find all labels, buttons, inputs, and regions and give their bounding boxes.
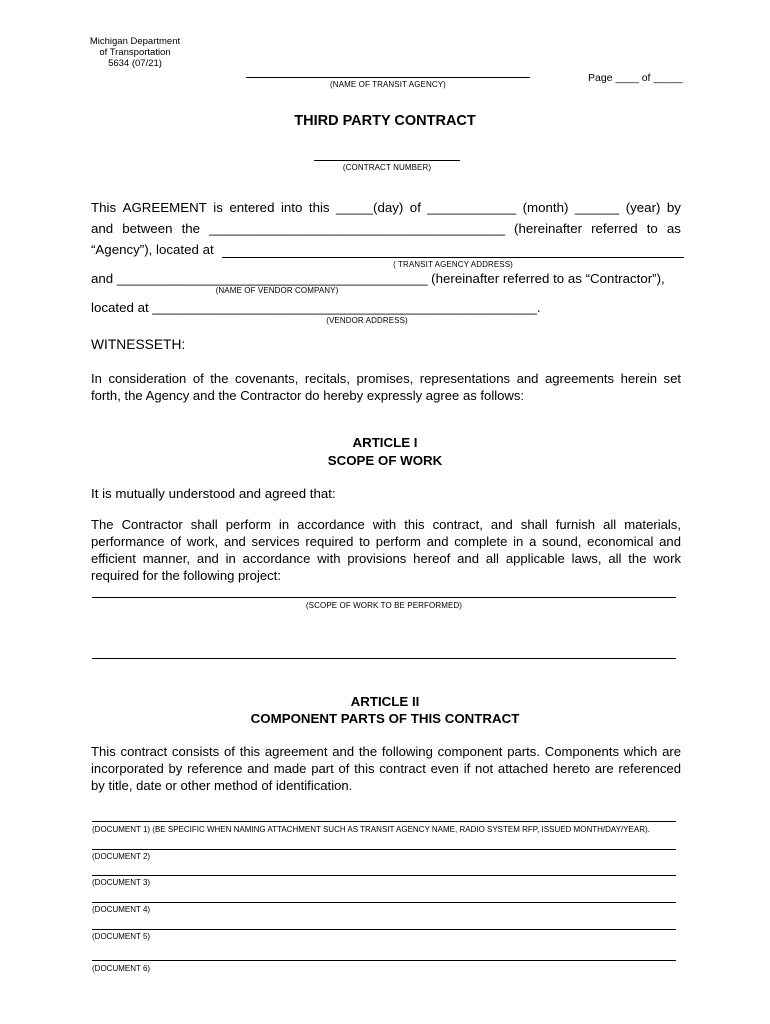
document-5-field[interactable]	[92, 929, 676, 930]
document-5-label: (DOCUMENT 5)	[92, 932, 151, 941]
article-1-intro: It is mutually understood and agreed that:	[91, 486, 336, 501]
form-number: 5634 (07/21)	[108, 58, 162, 69]
transit-agency-field[interactable]	[246, 77, 530, 78]
scope-of-work-field-2[interactable]	[92, 658, 676, 659]
document-3-field[interactable]	[92, 875, 676, 876]
transit-agency-address-caption: ( TRANSIT AGENCY ADDRESS)	[393, 260, 513, 269]
scope-of-work-caption: (SCOPE OF WORK TO BE PERFORMED)	[305, 601, 463, 610]
agreement-line-4: and __________________________________________ (hereinafter referred to as “Contractor”),	[91, 271, 665, 286]
consideration-paragraph: In consideration of the covenants, recitals, promises, representations and agreements herein set forth, the Agency and the Contractor do hereby expressly agree as follows:	[91, 371, 681, 403]
vendor-name-caption: (NAME OF VENDOR COMPANY)	[215, 286, 339, 295]
page-title: THIRD PARTY CONTRACT	[294, 113, 476, 129]
document-3-label: (DOCUMENT 3)	[92, 878, 151, 887]
contract-number-caption: (CONTRACT NUMBER)	[342, 163, 432, 172]
department-header	[70, 36, 200, 69]
article-1-body: The Contractor shall perform in accordance with this contract, and shall furnish all materials, performance of work, and services required to perform and complete in a sound, economical and efficient manner, and in accordance with provisions hereof and all applicable laws, all the work required for the following project:	[91, 517, 681, 583]
article-1-title: ARTICLE I	[352, 435, 418, 450]
scope-of-work-field[interactable]	[92, 597, 676, 598]
agreement-line-3: “Agency”), located at	[91, 242, 214, 257]
contract-number-field[interactable]	[314, 160, 460, 161]
agreement-line-2: and between the ________________________________________ (hereinafter referred to as	[91, 221, 681, 236]
agreement-line-5: located at ____________________________________________________.	[91, 300, 541, 315]
article-2-body: This contract consists of this agreement and the following component parts. Components which are incorporated by reference and made part of this contract even if not attached hereto are referenced by title, date or other method of identification.	[91, 744, 681, 793]
document-4-field[interactable]	[92, 902, 676, 903]
page-number: Page ____ of _____	[588, 72, 683, 84]
department-name: Michigan Department	[89, 36, 181, 47]
department-name-line2: of Transportation	[99, 47, 171, 58]
article-2-subtitle: COMPONENT PARTS OF THIS CONTRACT	[250, 711, 520, 726]
document-2-label: (DOCUMENT 2)	[92, 852, 151, 861]
document-1-label: (DOCUMENT 1) (BE SPECIFIC WHEN NAMING ATTACHMENT SUCH AS TRANSIT AGENCY NAME, RADIO SYSTEM RFP, ISSUED MONTH/DAY/YEAR).	[92, 825, 650, 834]
witnesseth-heading: WITNESSETH:	[91, 337, 186, 352]
document-4-label: (DOCUMENT 4)	[92, 905, 151, 914]
transit-agency-address-field[interactable]	[222, 257, 684, 258]
article-2-title: ARTICLE II	[350, 694, 420, 709]
document-2-field[interactable]	[92, 849, 676, 850]
vendor-address-caption: (VENDOR ADDRESS)	[326, 316, 408, 325]
document-6-label: (DOCUMENT 6)	[92, 964, 151, 973]
document-1-field[interactable]	[92, 821, 676, 822]
transit-agency-caption: (NAME OF TRANSIT AGENCY)	[330, 80, 446, 89]
document-6-field[interactable]	[92, 960, 676, 961]
agreement-line-1: This AGREEMENT is entered into this _____(day) of ____________ (month) ______ (year) by	[91, 200, 681, 215]
article-1-subtitle: SCOPE OF WORK	[327, 453, 443, 468]
